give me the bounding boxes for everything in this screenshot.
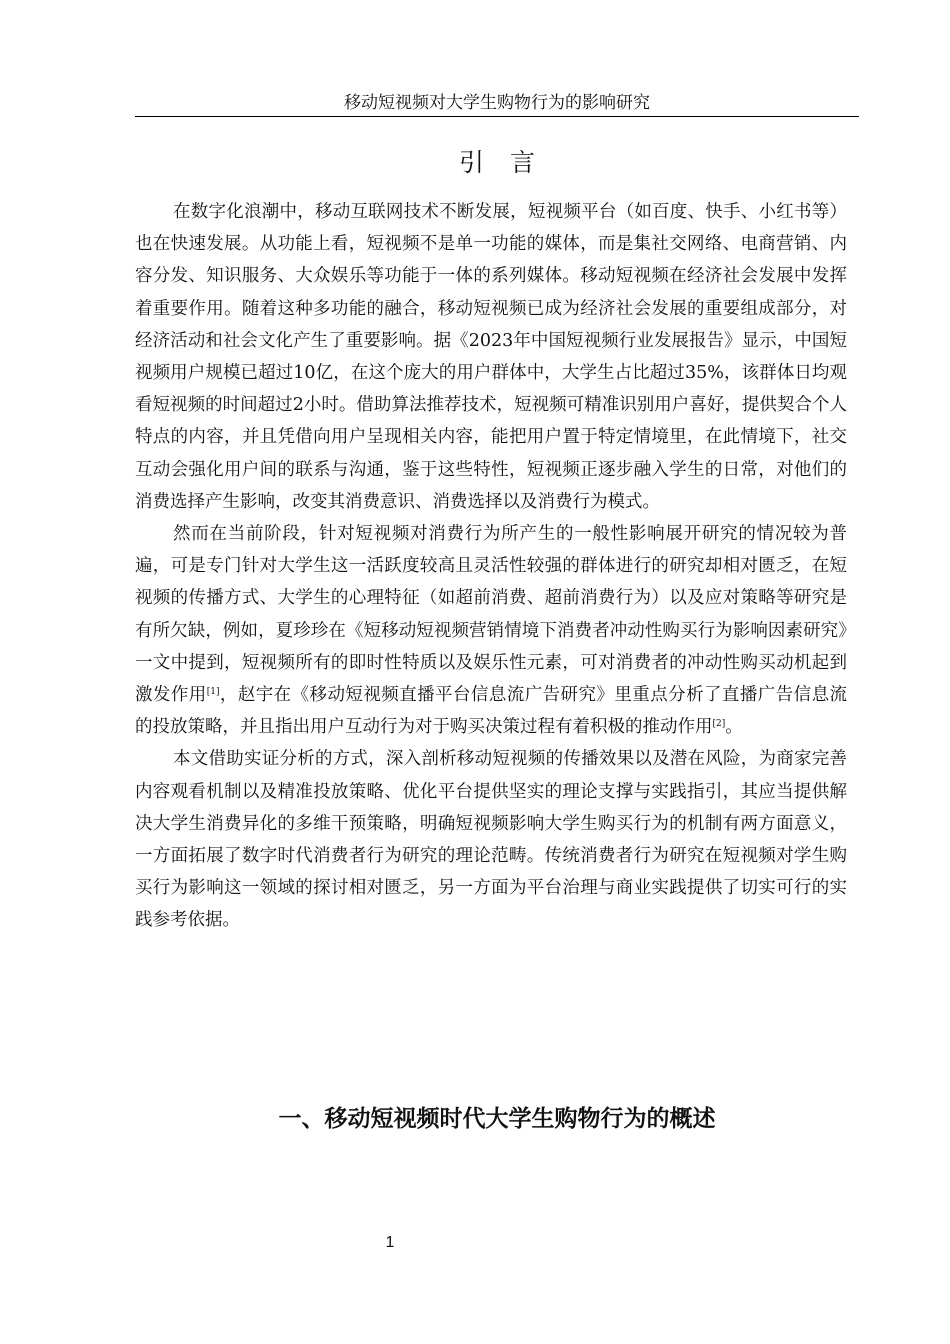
page-number: 1 <box>385 1234 395 1251</box>
paragraph-1: 在数字化浪潮中，移动互联网技术不断发展，短视频平台（如百度、快手、小红书等）也在快速发展。从功能上看，短视频不是单一功能的媒体，而是集社交网络、电商营销、内容分发、知识服务、大众娱乐等功能于一体的系列媒体。移动短视频在经济社会发展中发挥着重要作用。随着这种多功能的融合，移动短视频已成为经济社会发展的重要组成部分，对经济活动和社会文化产生了重要影响。据《2023年中国短视频行业发展报告》显示，中国短视频用户规模已超过10亿，在这个庞大的用户群体中，大学生占比超过35%，该群体日均观看短视频的时间超过2小时。借助算法推荐技术，短视频可精准识别用户喜好，提供契合个人特点的内容，并且凭借向用户呈现相关内容，能把用户置于特定情境里，在此情境下，社交互动会强化用户间的联系与沟通，鉴于这些特性，短视频正逐步融入学生的日常，对他们的消费选择产生影响，改变其消费意识、消费选择以及消费行为模式。 <box>135 202 847 512</box>
citation-ref-1: [1] <box>206 687 220 698</box>
paragraph-2-text-2: ，赵宇在《移动短视频直播平台信息流广告研究》里重点分析了直播广告信息流的投放策略，并且指出用户互动行为对于购买决策过程有着积极的推动作用 <box>135 685 847 738</box>
paragraph-2 <box>135 518 847 743</box>
running-header <box>135 92 859 117</box>
page-title: 引言 <box>458 148 561 177</box>
paragraph-3: 本文借助实证分析的方式，深入剖析移动短视频的传播效果以及潜在风险，为商家完善内容观看机制以及精准投放策略、优化平台提供坚实的理论支撑与实践指引，其应当提供解决大学生消费异化的多维干预策略，明确短视频影响大学生购买行为的机制有两方面意义，一方面拓展了数字时代消费者行为研究的理论范畴。传统消费者行为研究在短视频对学生购买行为影响这一领域的探讨相对匮乏，另一方面为平台治理与商业实践提供了切实可行的实践参考依据。 <box>135 749 847 931</box>
citation-ref-2: [2] <box>712 719 726 730</box>
running-title: 移动短视频对大学生购物行为的影响研究 <box>344 93 650 113</box>
paragraph-2-text-1: 然而在当前阶段，针对短视频对消费行为所产生的一般性影响展开研究的情况较为普遍，可是专门针对大学生这一活跃度较高且灵活性较强的群体进行的研究却相对匮乏，在短视频的传播方式、大学生的心理特征（如超前消费、超前消费行为）以及应对策略等研究是有所欠缺，例如，夏珍珍在《短移动短视频营销情境下消费者冲动性购买行为影响因素研究》一文中提到，短视频所有的即时性特质以及娱乐性元素，可对消费者的冲动性购买动机起到激发作用 <box>135 524 847 706</box>
paragraph-2-text-3: 。 <box>725 717 743 738</box>
body-text <box>135 196 847 937</box>
section-heading: 一、移动短视频时代大学生购物行为的概述 <box>278 1106 716 1132</box>
